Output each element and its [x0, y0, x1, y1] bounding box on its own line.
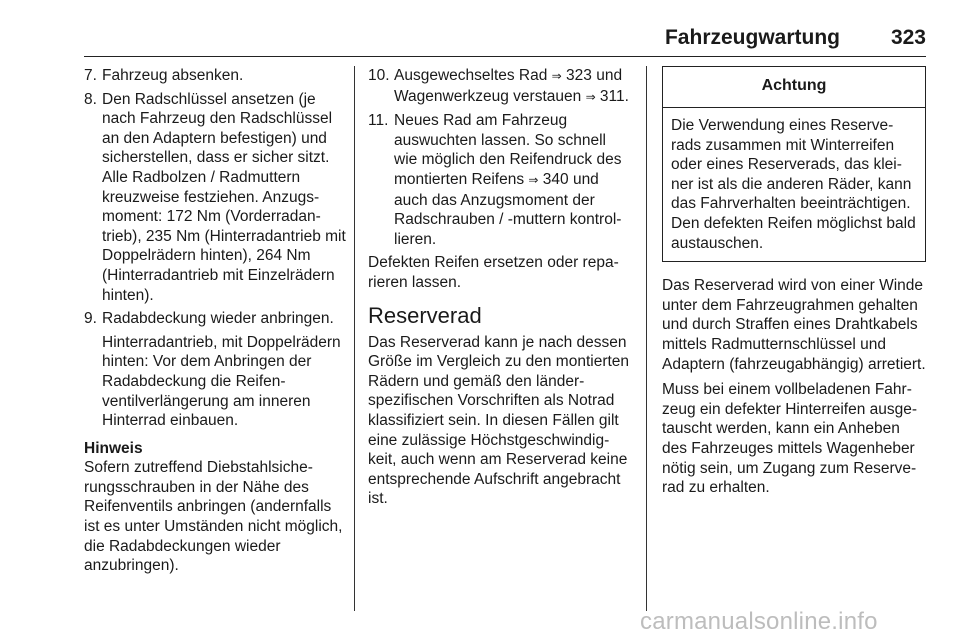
step-text: Den Radschlüssel ansetzen (je nach Fahrzeug den Radschlüssel an den Adaptern befestigen) und sicherstellen, dass er sicher sitzt. Alle Radbolzen / Radmuttern kreuzweise festziehen. Anzugsmoment: 172 Nm (Vorderradantrieb), 235 Nm (Hinterradantrieb mit Doppelrädern hinten), 264 Nm (Hinterradantrieb mit Einzelrädern hinten). — [102, 90, 346, 304]
page-reference-arrow-icon: ⇒ — [585, 89, 596, 104]
caution-text: Die Verwendung eines Reserverads zusammen mit Winterreifen oder eines Reserverads, das kleiner ist als die anderen Räder, kann das Fahrverhalten beeinträchtigen. Den defekten Reifen möglichst bald austauschen. — [671, 117, 916, 252]
step-number: 10. — [368, 67, 390, 84]
caution-heading: Achtung — [663, 67, 925, 108]
column-left — [84, 66, 346, 576]
step-number: 9. — [84, 310, 97, 328]
note-text: Sofern zutreffend Diebstahlsicherungsschrauben in der Nähe des Reifenventils anbringen (andernfalls ist es unter Umständen nicht möglich, die Radabdeckungen wieder anzubringen). — [84, 459, 343, 575]
page-header — [84, 26, 926, 58]
column-divider-left — [354, 66, 355, 611]
paragraph: Muss bei einem vollbeladenen Fahrzeug ein defekter Hinterreifen ausgetauscht werden, kann ein Anheben des Fahrzeuges mittels Wagenheber nötig sein, um Zugang zum Reserverad zu erhalten. — [662, 381, 918, 497]
step-number: 11. — [368, 112, 389, 130]
page-number: 323 — [890, 26, 926, 49]
column-middle — [368, 66, 632, 515]
paragraph: Das Reserverad wird von einer Winde unter dem Fahrzeugrahmen gehalten und durch Straffen eines Drahtkabels mittels Radmutternschlüssel und Adaptern (fahrzeugabhängig) arretiert. — [662, 277, 926, 373]
step-text-part: Ausgewechseltes Rad — [394, 67, 552, 84]
step-text-part: 311. — [595, 87, 629, 105]
page-reference-arrow-icon: ⇒ — [528, 172, 539, 187]
column-right — [662, 66, 926, 504]
watermark-text: carmanualsonline.info — [640, 608, 878, 635]
step-text — [394, 111, 632, 249]
list-item — [84, 66, 346, 86]
paragraph: Defekten Reifen ersetzen oder reparieren lassen. — [368, 254, 619, 291]
step-text-part: Neues Rad am Fahrzeug auswuchten lassen. So schnell wie möglich den Reifendruck des montierten Reifens — [394, 112, 622, 188]
step-text-part: 340 und auch das Anzugsmoment der Radschrauben / -muttern kontrollieren. — [394, 170, 622, 248]
page-reference-arrow-icon: ⇒ — [551, 69, 562, 83]
paragraph: Das Reserverad kann je nach dessen Größe im Vergleich zu den montierten Rädern und gemäß den länderspezifischen Vorschriften als Notrad klassifiziert sein. In diesen Fällen gilt eine zulässige Höchstgeschwindigkeit, auch wenn am Reserverad keine entsprechende Aufschrift angebracht ist. — [368, 333, 630, 508]
step-9-subtext: Hinterradantrieb, mit Doppelrädern hinten: Vor dem Anbringen der Radabdeckung die Reifenventilverlängerung am inneren Hinterrad einbauen. — [102, 333, 341, 430]
list-item — [84, 90, 346, 306]
page-title: Fahrzeugwartung — [664, 26, 840, 49]
list-item — [368, 111, 632, 249]
note-heading: Hinweis — [84, 439, 143, 457]
step-text: Fahrzeug absenken. — [102, 67, 244, 84]
section-heading: Reserverad — [368, 302, 482, 328]
step-number: 7. — [84, 67, 97, 84]
caution-box — [662, 66, 926, 262]
header-rule — [84, 56, 926, 57]
list-item — [84, 309, 346, 329]
list-item — [368, 66, 632, 107]
step-text — [394, 66, 632, 107]
column-divider-right — [646, 66, 647, 611]
step-text: Radabdeckung wieder anbringen. — [102, 310, 334, 328]
step-number: 8. — [84, 90, 97, 108]
step-text-part: 323 und Wagenwerkzeug verstauen — [394, 67, 623, 105]
